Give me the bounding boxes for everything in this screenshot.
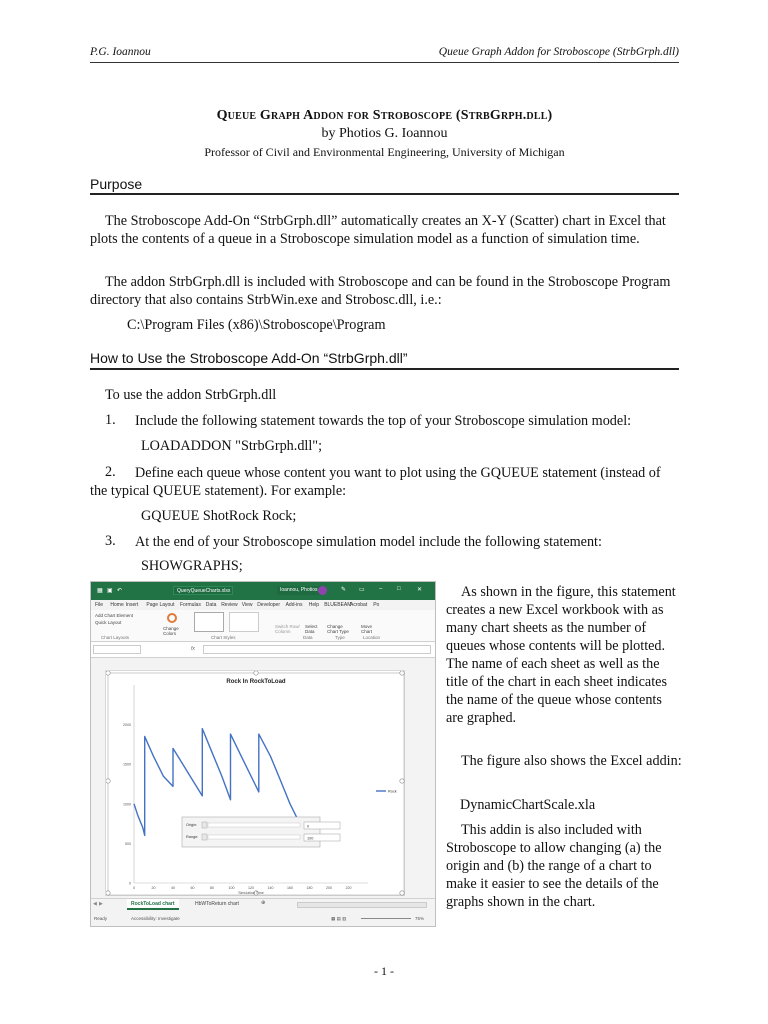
palette-icon [167, 613, 177, 623]
x-tick-label: 100 [228, 886, 235, 890]
menu-item-help[interactable]: Help [308, 602, 320, 608]
step-2-number: 2. [105, 464, 116, 480]
maximize-icon[interactable]: □ [397, 586, 401, 592]
status-accessibility[interactable]: Accessibility: Investigate [131, 916, 180, 921]
program-path: C:\Program Files (x86)\Stroboscope\Program [127, 317, 386, 333]
group-type: Type [335, 635, 345, 640]
excel-menu-bar [91, 600, 435, 610]
tab-hbw-chart[interactable]: HbWToReturn chart [195, 901, 239, 907]
range-scrollbar [208, 835, 300, 839]
purpose-heading: Purpose [90, 176, 143, 192]
range-value: 100 [307, 836, 314, 841]
origin-label: Origin: [186, 823, 198, 827]
menu-item-formulas[interactable]: Formulas [180, 602, 201, 608]
status-bar [91, 912, 435, 926]
excel-screenshot [90, 581, 436, 927]
scale-control-panel [182, 817, 320, 847]
step-3-number: 3. [105, 533, 116, 549]
formula-input[interactable] [203, 645, 431, 654]
code-loadaddon: LOADADDON "StrbGrph.dll"; [141, 438, 323, 454]
chart-svg [106, 671, 406, 897]
menu-item-bluebeam[interactable]: BLUEBEAM [324, 602, 352, 608]
excel-title-bar [91, 582, 435, 600]
resize-handle [400, 779, 404, 783]
zoom-level: 75% [415, 916, 425, 921]
side-paragraph-1: As shown in the figure, this statement creates a new Excel workbook with as many chart sheets as the number of queues whose contents will be plotted. The name of each sheet as well as the title of the chart in each sheet indicates the name of the queue whose contents are graphed. [446, 584, 676, 726]
tab-rocktoload-chart[interactable]: RockToLoad chart [127, 899, 179, 910]
formula-bar [91, 642, 435, 658]
x-tick-label: 0 [133, 886, 135, 890]
name-box[interactable] [93, 645, 141, 654]
sheet-tabs [91, 898, 435, 910]
origin-value-box [304, 822, 340, 829]
resize-handle [400, 891, 404, 895]
menu-item-view[interactable]: View [241, 602, 253, 608]
header-doc-title: Queue Graph Addon for Stroboscope (StrbGrph.dll) [438, 46, 679, 58]
document-title: Queue Graph Addon for Stroboscope (StrbGrph.dll) [216, 108, 553, 123]
howto-heading: How to Use the Stroboscope Add-On “StrbGrph.dll” [90, 350, 408, 366]
user-name: Ioannou, Photios [277, 586, 321, 595]
horizontal-scrollbar[interactable] [297, 902, 427, 908]
pen-icon[interactable]: ✎ [341, 587, 347, 593]
zoom-slider[interactable] [361, 918, 411, 919]
x-tick-label: 140 [267, 886, 274, 890]
header-rule [90, 62, 679, 63]
resize-handle [254, 671, 258, 675]
ribbon-change-chart-type[interactable]: Change Chart Type [327, 624, 349, 634]
page-number: - 1 - [374, 964, 394, 978]
resize-handle [106, 891, 110, 895]
step-2-text: Define each queue whose content you want to plot using the GQUEUE statement (instead of the typical QUEUE statement). For example: [90, 465, 661, 499]
chart-selection-frame [108, 673, 404, 895]
add-sheet-icon[interactable]: ⊕ [261, 900, 266, 906]
x-tick-label: 80 [210, 886, 214, 890]
tab-scroll-left-icon[interactable]: ◀ [93, 901, 97, 907]
group-chart-layouts: Chart Layouts [101, 635, 130, 640]
resize-handle [400, 671, 404, 675]
chart-title: Rock In RockToLoad [226, 679, 286, 685]
code-showgraphs: SHOWGRAPHS; [141, 558, 243, 574]
header-author: P.G. Ioannou [90, 46, 151, 58]
menu-item-data[interactable]: Data [205, 602, 217, 608]
purpose-paragraph-2: The addon StrbGrph.dll is included with Stroboscope and can be found in the Stroboscope Program directory that also contains StrbWin.exe and Strobosc.dll, i.e.: [90, 274, 671, 308]
y-tick-label: 2000 [123, 723, 131, 728]
resize-handle [106, 671, 110, 675]
step-1-text: Include the following statement towards the top of your Stroboscope simulation model: [135, 413, 632, 429]
minimize-icon[interactable]: – [379, 586, 383, 592]
code-gqueue: GQUEUE ShotRock Rock; [141, 508, 297, 524]
origin-value: 0 [307, 824, 310, 829]
group-chart-styles: Chart Styles [211, 635, 236, 640]
step-1-number: 1. [105, 412, 116, 428]
origin-scrollbar [208, 823, 300, 827]
ribbon-change-colors[interactable]: Change Colors [163, 626, 179, 636]
x-axis-label: Simulation Time [238, 891, 264, 895]
menu-item-po[interactable]: Po [373, 602, 380, 608]
ribbon-add-chart-element[interactable]: Add Chart Element [95, 613, 134, 618]
ribbon-select-data[interactable]: Select Data [305, 624, 318, 634]
menu-item-file[interactable]: File [95, 602, 104, 608]
x-tick-label: 20 [151, 886, 156, 890]
group-data: Data [303, 635, 313, 640]
affiliation: Professor of Civil and Environmental Engineering, University of Michigan [204, 145, 565, 159]
purpose-rule [90, 193, 679, 195]
view-icons[interactable]: ▦ ▤ ▥ [331, 916, 347, 921]
range-label: Range: [186, 835, 199, 839]
x-tick-label: 60 [190, 886, 195, 890]
menu-item-home[interactable]: Home [110, 602, 124, 608]
workbook-name: QueryQueueCharts.xlsx [173, 586, 233, 595]
x-tick-label: 40 [171, 886, 175, 890]
origin-spinner [202, 822, 207, 828]
formula-fx-icon: fx [191, 646, 195, 652]
purpose-paragraph-1: The Stroboscope Add-On “StrbGrph.dll” automatically creates an X-Y (Scatter) chart in Excel that plots the contents of a queue in a Stroboscope simulation model as a function of simulation time. [90, 213, 666, 247]
menu-item-review[interactable]: Review [221, 602, 238, 608]
y-tick-label: 1000 [123, 802, 131, 807]
ribbon-move-chart[interactable]: Move Chart [361, 624, 373, 634]
status-ready: Ready [94, 916, 108, 921]
chart-style-1[interactable] [194, 612, 224, 632]
x-tick-label: 220 [345, 886, 352, 890]
y-tick-label: 1500 [123, 762, 131, 767]
user-avatar [318, 586, 327, 595]
y-tick-label: 500 [125, 841, 131, 846]
resize-handle [106, 779, 110, 783]
legend-label: Rock [388, 789, 397, 794]
howto-rule [90, 368, 679, 370]
close-icon[interactable]: ✕ [417, 587, 423, 593]
excel-ribbon [91, 610, 435, 642]
menu-item-acrobat[interactable]: Acrobat [350, 602, 368, 608]
x-tick-label: 200 [326, 886, 332, 890]
step-3-text: At the end of your Stroboscope simulation model include the following statement: [135, 534, 602, 550]
howto-intro: To use the addon StrbGrph.dll [105, 387, 277, 403]
save-icon: ▣ [107, 588, 113, 594]
y-tick-label: 0 [129, 881, 131, 886]
menu-item-page-layout[interactable]: Page Layout [146, 602, 175, 608]
x-tick-label: 180 [306, 886, 313, 890]
tab-scroll-right-icon[interactable]: ▶ [99, 901, 103, 907]
chart-area[interactable] [105, 670, 405, 896]
group-location: Location [363, 635, 381, 640]
undo-icon: ↶ [117, 588, 123, 594]
range-spinner [202, 834, 207, 840]
ribbon-display-icon[interactable]: ▭ [359, 587, 365, 593]
addin-name: DynamicChartScale.xla [460, 797, 596, 813]
menu-item-developer[interactable]: Developer [257, 602, 280, 608]
chart-style-2[interactable] [229, 612, 259, 632]
side-paragraph-2: The figure also shows the Excel addin: [461, 753, 682, 769]
menu-item-insert[interactable]: Insert [125, 602, 139, 608]
side-paragraph-3: This addin is also included with Stroboscope to allow changing (a) the origin and (b) the range of a chart to make it easier to see the details of the graphs shown in the chart. [446, 822, 662, 910]
x-tick-label: 120 [248, 886, 254, 890]
ribbon-quick-layout[interactable]: Quick Layout [95, 620, 122, 625]
ribbon-switch-row-column[interactable]: Switch Row/ Column [275, 624, 300, 634]
excel-app-icon: ▦ [97, 588, 103, 594]
byline: by Photios G. Ioannou [321, 126, 448, 141]
menu-item-add-ins[interactable]: Add-ins [285, 602, 303, 608]
x-tick-label: 160 [287, 886, 293, 890]
